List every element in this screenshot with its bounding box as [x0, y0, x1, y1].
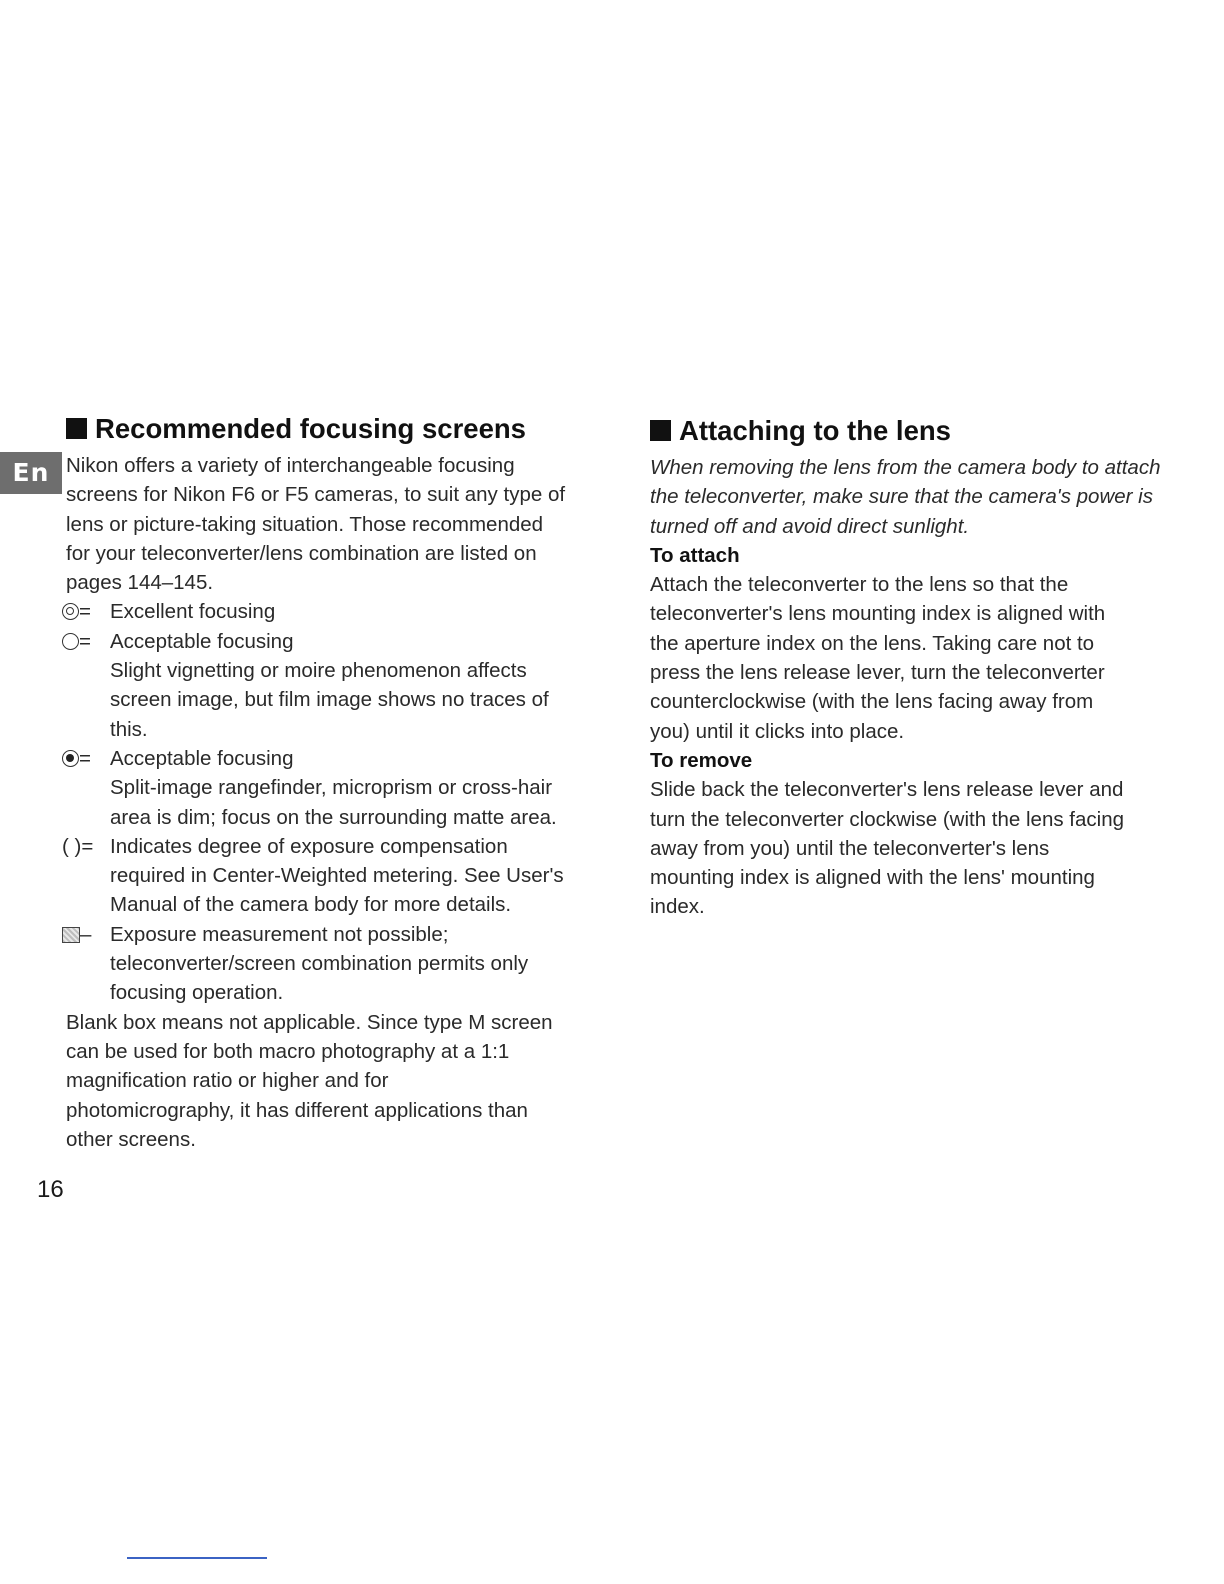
closing-line: other screens.	[66, 1127, 196, 1151]
closing-paragraph	[66, 1008, 606, 1154]
to-remove-title: To remove	[650, 748, 753, 772]
remove-line: Slide back the teleconverter's lens release lever and	[650, 778, 1124, 802]
legend-exposure-compensation	[62, 832, 606, 920]
attaching-heading	[650, 412, 1190, 450]
focusing-screens-section	[62, 410, 606, 1154]
legend-desc-line: required in Center-Weighted metering. See User's	[110, 864, 564, 888]
intro-line: pages 144–145.	[66, 571, 214, 595]
attach-line: you) until it clicks into place.	[650, 719, 905, 743]
attach-line: press the lens release lever, turn the teleconverter	[650, 661, 1105, 685]
remove-line: turn the teleconverter clockwise (with the lens facing	[650, 807, 1125, 831]
attach-line: Attach the teleconverter to the lens so that the	[650, 573, 1069, 597]
legend-desc-line: teleconverter/screen combination permits only	[110, 952, 529, 976]
legend-dash: –	[80, 922, 92, 946]
closing-line: Blank box means not applicable. Since type M screen	[66, 1010, 553, 1034]
remove-line: mounting index is aligned with the lens' mounting	[650, 866, 1095, 890]
language-tab: En	[0, 452, 62, 494]
legend-label: Indicates degree of exposure compensation	[110, 834, 508, 858]
to-attach-title: To attach	[650, 543, 740, 567]
legend-symbol: ( )=	[62, 834, 94, 858]
closing-line: can be used for both macro photography at a 1:1	[66, 1039, 510, 1063]
legend-label: Acceptable focusing	[110, 746, 294, 770]
legend-equals: =	[79, 600, 91, 624]
legend-desc-line: this.	[110, 717, 148, 741]
caution-line: When removing the lens from the camera body to attach	[650, 456, 1161, 479]
attach-line: the aperture index on the lens. Taking care not to	[650, 631, 1095, 655]
intro-line: Nikon offers a variety of interchangeable focusing	[66, 454, 515, 477]
intro-paragraph	[66, 451, 606, 597]
caution-line: the teleconverter, make sure that the camera's power is	[650, 485, 1153, 509]
legend-desc-line: focusing operation.	[110, 981, 284, 1005]
closing-line: magnification ratio or higher and for	[66, 1069, 389, 1093]
to-attach-paragraph	[650, 570, 1190, 746]
shaded-box-icon	[62, 927, 80, 943]
legend-equals: =	[79, 746, 91, 770]
focusing-screens-heading	[66, 410, 606, 448]
legend-label: Excellent focusing	[110, 600, 276, 624]
attaching-heading-text: Attaching to the lens	[679, 415, 951, 446]
square-bullet-icon	[650, 420, 671, 441]
square-bullet-icon	[66, 418, 87, 439]
intro-line: for your teleconverter/lens combination are listed on	[66, 541, 537, 565]
legend-label: Exposure measurement not possible;	[110, 922, 449, 946]
legend-excellent	[66, 597, 606, 626]
legend-symbol	[62, 597, 106, 626]
legend-desc-line: area is dim; focus on the surrounding matte area.	[110, 805, 557, 829]
page-number: 16	[37, 1176, 64, 1203]
to-remove-paragraph	[650, 775, 1190, 921]
remove-line: index.	[650, 895, 705, 919]
legend-symbol	[62, 627, 106, 656]
legend-acceptable-dot	[66, 744, 606, 832]
legend-acceptable-open	[66, 627, 606, 744]
legend-equals: =	[79, 629, 91, 653]
legend-desc-line: Manual of the camera body for more details.	[110, 893, 512, 917]
open-circle-icon	[62, 633, 79, 650]
caution-line: turned off and avoid direct sunlight.	[650, 514, 970, 538]
footer-rule	[127, 1557, 267, 1559]
attach-line: teleconverter's lens mounting index is aligned with	[650, 602, 1106, 626]
legend-symbol	[62, 744, 106, 773]
legend-symbol	[62, 920, 106, 949]
attach-line: counterclockwise (with the lens facing away from	[650, 690, 1094, 714]
legend-desc-line: Split-image rangefinder, microprism or cross-hair	[110, 776, 553, 800]
attaching-section	[650, 410, 1190, 922]
double-circle-icon	[62, 603, 79, 620]
legend-measurement-not-possible	[66, 920, 606, 1008]
closing-line: photomicrography, it has different applications than	[66, 1098, 528, 1122]
legend-desc-line: Slight vignetting or moire phenomenon affects	[110, 659, 527, 683]
legend-label: Acceptable focusing	[110, 629, 294, 653]
intro-line: screens for Nikon F6 or F5 cameras, to suit any type of	[66, 483, 566, 507]
remove-line: away from you) until the teleconverter's lens	[650, 836, 1050, 860]
caution-paragraph	[650, 453, 1190, 541]
intro-line: lens or picture-taking situation. Those recommended	[66, 512, 544, 536]
focusing-screens-heading-text: Recommended focusing screens	[95, 413, 526, 444]
legend-desc-line: screen image, but film image shows no traces of	[110, 688, 549, 712]
dotted-circle-icon	[62, 750, 79, 767]
